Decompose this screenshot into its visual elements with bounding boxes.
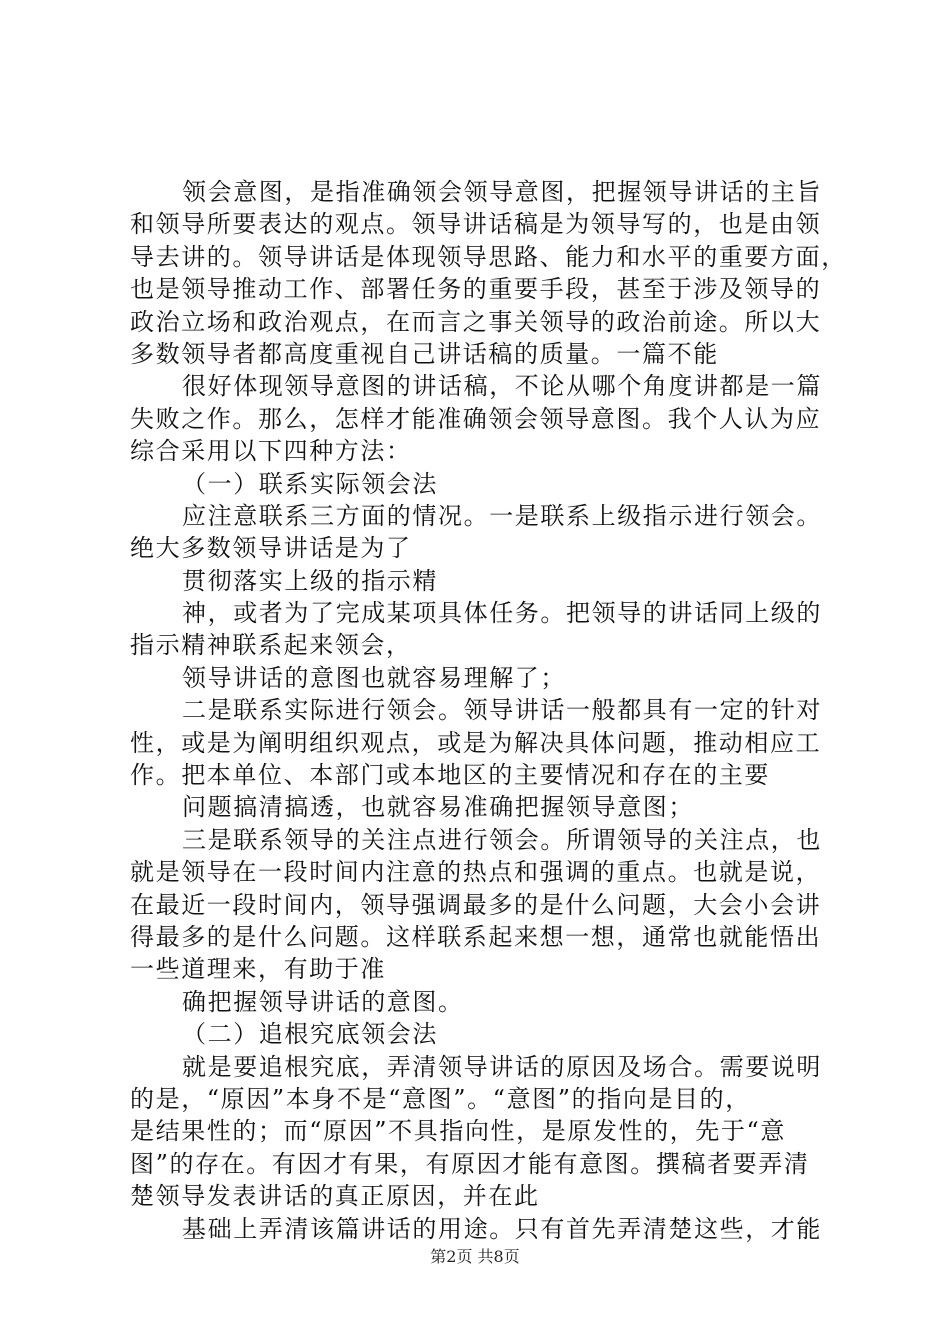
text-line: 作。把本单位、本部门或本地区的主要情况和存在的主要 (130, 761, 770, 790)
text-line: （二）追根究底领会法 (182, 1020, 438, 1049)
text-line: 得最多的是什么问题。这样联系起来想一想，通常也就能悟出 (130, 922, 822, 951)
text-line: 指示精神联系起来领会， (130, 631, 412, 660)
text-line: 一些道理来，有助于准 (130, 955, 386, 984)
text-line: 确把握领导讲话的意图。 (182, 987, 464, 1016)
text-line: 失败之作。那么，怎样才能准确领会领导意图。我个人认为应 (130, 404, 822, 433)
text-line: 领会意图，是指准确领会领导意图，把握领导讲话的主旨 (182, 178, 822, 206)
text-line: 性，或是为阐明组织观点，或是为解决具体问题，推动相应工 (130, 728, 822, 757)
text-line: 是结果性的；而“原因”不具指向性，是原发性的，先于“意 (130, 1117, 787, 1146)
page-footer: 第2页 共8页 (430, 1247, 520, 1266)
text-line: 图”的存在。有因才有果，有原因才能有意图。撰稿者要弄清 (130, 1149, 810, 1178)
text-line: 和领导所要表达的观点。领导讲话稿是为领导写的，也是由领 (130, 210, 822, 239)
text-line: （一）联系实际领会法 (182, 469, 438, 498)
text-line: 在最近一段时间内，领导强调最多的是什么问题，大会小会讲 (130, 890, 822, 919)
text-line: 也是领导推动工作、部署任务的重要手段，甚至于涉及领导的 (130, 275, 822, 304)
text-line: 就是领导在一段时间内注意的热点和强调的重点。也就是说， (130, 858, 822, 887)
text-line: 政治立场和政治观点，在而言之事关领导的政治前途。所以大 (130, 307, 822, 336)
text-line: 绝大多数领导讲话是为了 (130, 534, 412, 563)
text-line: 领导讲话的意图也就容易理解了； (182, 663, 566, 692)
text-line: 就是要追根究底，弄清领导讲话的原因及场合。需要说明 (182, 1052, 822, 1081)
text-line: 神，或者为了完成某项具体任务。把领导的讲话同上级的 (182, 599, 822, 628)
text-line: 楚领导发表讲话的真正原因，并在此 (130, 1182, 540, 1211)
text-line: 二是联系实际进行领会。领导讲话一般都具有一定的针对 (182, 696, 822, 725)
document-body (130, 176, 847, 1245)
text-line: 问题搞清搞透，也就容易准确把握领导意图； (182, 793, 694, 822)
text-line: 应注意联系三方面的情况。一是联系上级指示进行领会。 (182, 501, 822, 530)
text-line: 导去讲的。领导讲话是体现领导思路、能力和水平的重要方面， (130, 242, 847, 271)
text-line: 三是联系领导的关注点进行领会。所谓领导的关注点，也 (182, 825, 822, 854)
text-line: 综合采用以下四种方法： (130, 437, 412, 466)
text-line: 贯彻落实上级的指示精 (182, 566, 438, 595)
text-line: 很好体现领导意图的讲话稿，不论从哪个角度讲都是一篇 (182, 372, 822, 401)
text-line: 多数领导者都高度重视自己讲话稿的质量。一篇不能 (130, 339, 719, 368)
text-line: 的是，“原因”本身不是“意图”。“意图”的指向是目的， (130, 1084, 751, 1113)
text-line: 基础上弄清该篇讲话的用途。只有首先弄清楚这些，才能 (182, 1214, 822, 1243)
